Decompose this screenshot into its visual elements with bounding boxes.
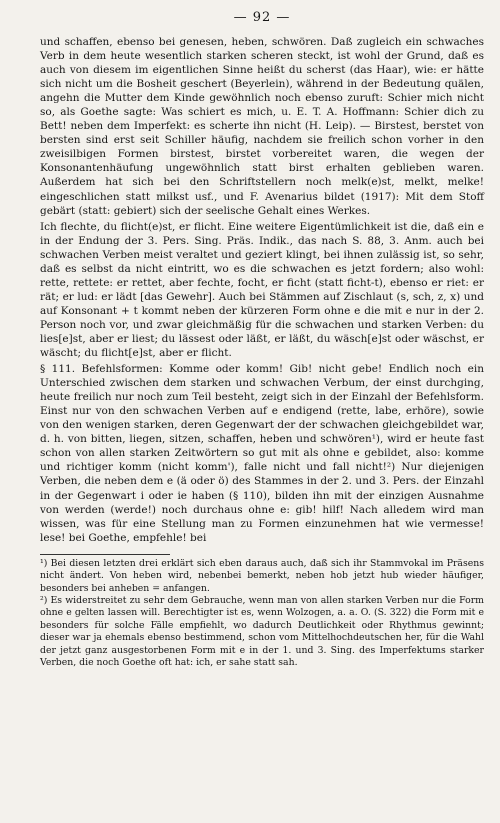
paragraph-3: § 111. Befehlsformen: Komme oder komm! Gib! nicht gebe! Endlich noch ein Unterschied zwischen dem starken und schwachen Verbum, der einst durchging, heute freilich nur noch zum Teil besteht, zeigt sich in der Einzahl der Befehlsform. Einst nur von den schwachen Verben auf e endigend (rette, labe, erhöre), sowie von den wenigen starken, deren Gegenwart der der schwachen gleichgebildet war, d. h. von bitten, liegen, sitzen, schaffen, heben und schwören¹), wird er heute fast schon von allen starken Zeitwörtern so gut mit als ohne e gebildet, also: komme und richtiger komm (nicht komm'), falle nicht und fall nicht!²) Nur diejenigen Verben, die neben dem e (ä oder ö) des Stammes in der 2. und 3. Pers. der Einzahl in der Gegenwart i oder ie haben (§ 110), bilden ihn mit der einzigen Ausnahme von werden (werde!) noch durchaus ohne e: gib! hilf! Nach alledem wird man wissen, was für eine Stellung man zu Formen einzunehmen hat wie vermesse! lese! bei Goethe, empfehle! bei <box>40 363 484 544</box>
body-text <box>40 35 484 545</box>
footnote-divider <box>40 554 170 555</box>
page-number: — 92 — <box>233 10 291 25</box>
footnote-1: ¹) Bei diesen letzten drei erklärt sich eben daraus auch, daß sich ihr Stammvokal im Präsens nicht ändert. Von heben wird, nebenbei bemerkt, neben hob jetzt hub wieder häufiger, besonders bei anheben = anfangen. <box>40 557 484 594</box>
paragraph-2: Ich flechte, du flicht(e)st, er flicht. Eine weitere Eigentümlichkeit ist die, daß ein e in der Endung der 3. Pers. Sing. Präs. Indik., das nach S. 88, 3. Anm. auch bei schwachen Verben meist veraltet und geziert klingt, bei ihnen zulässig ist, so sehr, daß es selbst da nicht eintritt, wo es die schwachen es jetzt fordern; also wohl: rette, rettete: er rettet, aber fechte, focht, er ficht (statt ficht-t), ebenso er riet: er rät; er lud: er lädt [das Gewehr]. Auch bei Stämmen auf Zischlaut (s, sch, z, x) und auf Konsonant + t kommt neben der kürzeren Form ohne e die mit e nur in der 2. Person noch vor, und zwar gleichmäßig für die schwachen und starken Verben: du lies[e]st, aber er liest; du lässest oder läßt, er läßt, du wäsch[e]st oder wäschst, er wäscht; du flicht[e]st, aber er flicht. <box>40 220 484 360</box>
footnotes <box>40 558 484 670</box>
paragraph-1: und schaffen, ebenso bei genesen, heben, schwören. Daß zugleich ein schwaches Verb in dem heute wesentlich starken scheren steckt, ist wohl der Grund, daß es auch von diesem im eigentlichen Sinne heißt du scherst (das Haar), wie: er hätte sich nicht um die Bosheit geschert (Beyerlein), während in der Bedeutung quälen, angehn die Mutter dem Kinde gewöhnlich noch ebenso zuruft: Schier mich nicht so, als Goethe sagte: Was schiert es mich, u. E. T. A. Hoffmann: Schier dich zu Bett! neben dem Imperfekt: es scherte ihn nicht (H. Leip). — Birstest, berstet von bersten sind erst seit Schiller häufig, nachdem sie freilich schon vorher in den zweisilbigen Formen birstest, birstet vorbereitet waren, die wegen der Konsonantenhäufung ungewöhnlich statt birst erhalten geblieben waren. Außerdem hat sich bei den Schriftstellern noch melk(e)st, melkt, melke! eingeschlichen statt milkst usf., und F. Avenarius bildet (1917): Mit dem Stoff gebärt (statt: gebiert) sich der seelische Gehalt eines Werkes. <box>40 36 484 217</box>
footnote-2: ²) Es widerstreitet zu sehr dem Gebrauche, wenn man von allen starken Verben nur die Form ohne e gelten lassen will. Berechtigter ist es, wenn Wolzogen, a. a. O. (S. 322) die Form mit e besonders für solche Fälle empfiehlt, wo dadurch Deutlichkeit oder Rhythmus gewinnt; dieser war ja ehemals ebenso bestimmend, schon vom Mittelhochdeutschen her, für die Wahl der jetzt ganz ausgestorbenen Form mit e in der 1. und 3. Sing. des Imperfektums starker Verben, die noch Goethe oft hat: ich, er sahe statt sah. <box>40 594 484 668</box>
